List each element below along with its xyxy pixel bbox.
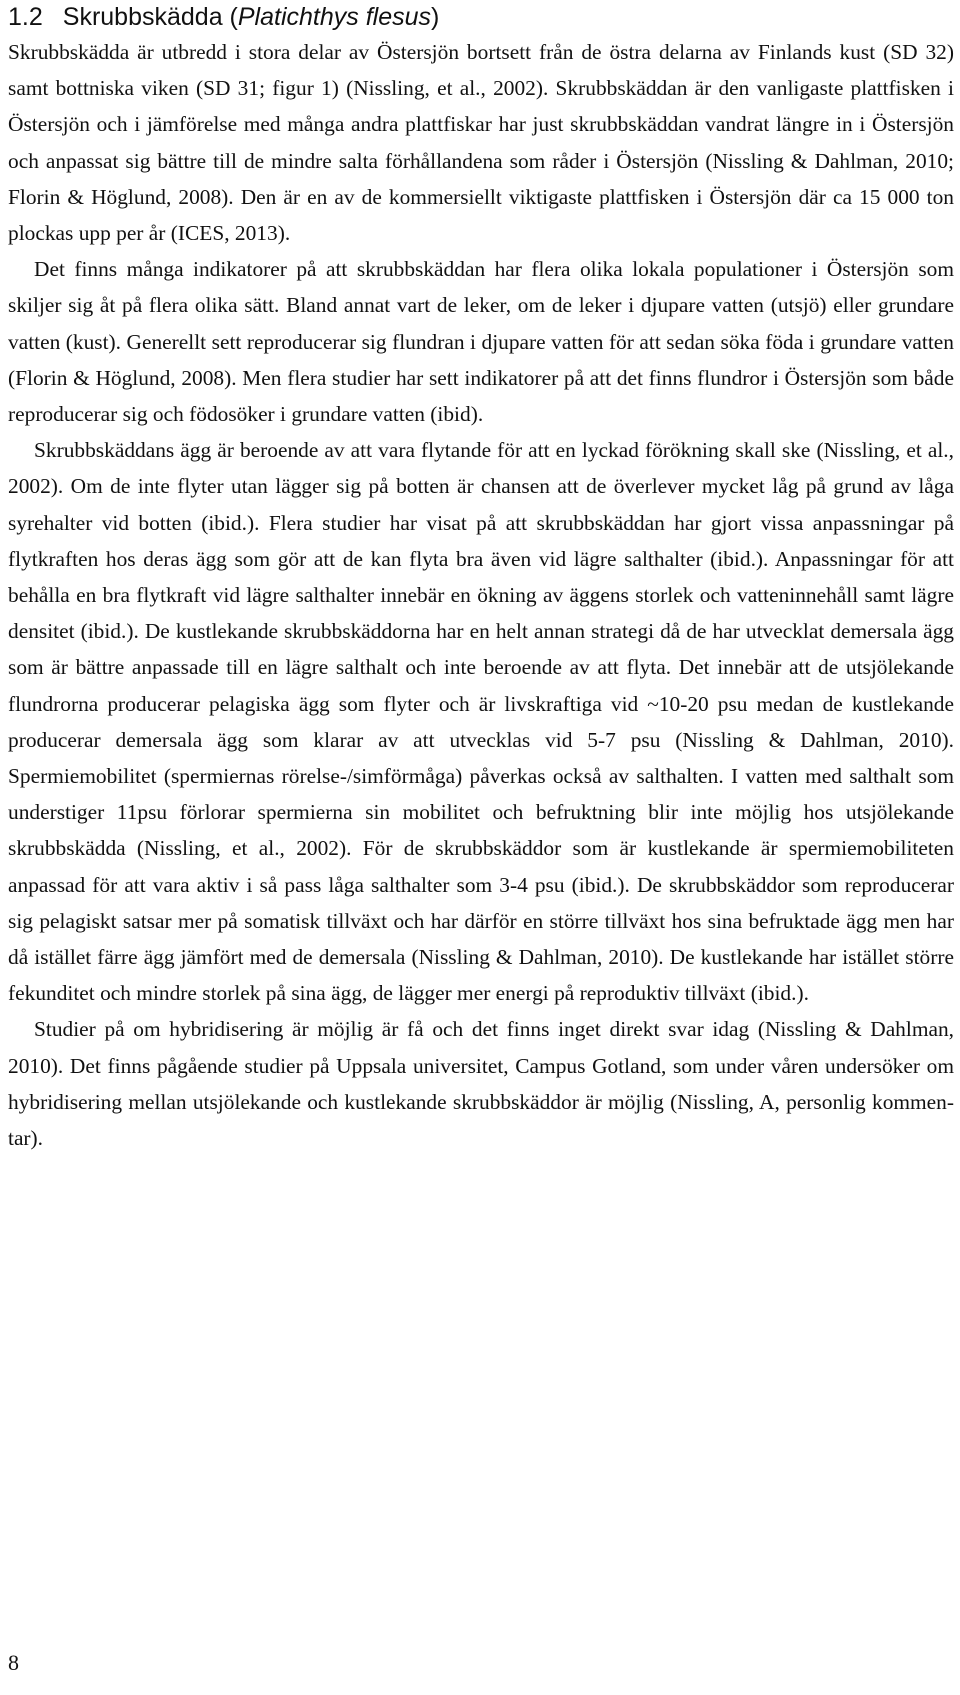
section-number: 1.2 bbox=[8, 3, 43, 31]
paragraph-hybridization: Studier på om hybridisering är möjlig är få och det finns inget direkt svar idag (Nissling & Dahlman, 2010). Det finns pågående studier på Uppsala universitet, Campus Gotland, som under våren undersöker om hybridisering mellan utsjölekande och kustlekande skrubbskäddor är möjlig (Nissling, A, personlig kommentar). bbox=[8, 1017, 954, 1151]
section-title: Skrubbskädda ( bbox=[62, 3, 238, 31]
section-title-end: ) bbox=[431, 3, 440, 31]
section-heading bbox=[8, 0, 439, 34]
paragraph-populations: Det finns många indikatorer på att skrubbskäddan har flera olika lokala populationer i Östersjön som skiljer sig åt på flera olika sätt. Bland annat vart de leker, om de leker i djupare vatten (utsjö) eller grundare vatten (kust). Generellt sett reproducerar sig flundran i djupare vatten för att sedan söka föda i grundare vatten (Florin & Höglund, 2008). Men flera studier har sett indikatorer på att det finns flundror i Östersjön som både reproducerar sig och födosöker i grundare vatten (ibid). bbox=[8, 257, 954, 427]
body-text bbox=[8, 34, 954, 1156]
page-number: 8 bbox=[8, 1650, 19, 1675]
paragraph-distribution: Skrubbskädda är utbredd i stora delar av Östersjön bortsett från de östra delarna av Finlands kust (SD 32) samt bottniska viken (SD 31; figur 1) (Nissling, et al., 2002). Skrubbskäddan är den vanligaste plattfisken i Östersjön och i jämförelse med många andra plattfiskar har just skrubbskäddan vandrat längre in i Östersjön och anpassat sig bättre till de mindre salta förhållandena som råder i Östersjön (Nissling & Dahlman, 2010; Florin & Höglund, 2008). Den är en av de kommersiellt viktigaste plattfisken i Östersjön där ca 15 000 ton plockas upp per år (ICES, 2013). bbox=[8, 40, 954, 246]
section-latin-name: Platichthys flesus bbox=[237, 3, 432, 31]
paragraph-eggs: Skrubbskäddans ägg är beroende av att vara flytande för att en lyckad förökning skall ske (Nissling, et al., 2002). Om de inte flyter utan lägger sig på botten är chansen att de överlever mycket låg på grund av låga syrehalter vid botten (ibid.). Flera studier har visat på att skrubbskäddan har gjort vissa anpassningar på flytkraften hos deras ägg som gör att de kan flyta bra även vid lägre salthalter (ibid.). Anpassningar för att behålla en bra flytkraft vid lägre salthalter innebär en ökning av äggens storlek och vatteninnehåll samt lägre densitet (ibid.). De kustlekande skrubbskäddorna har en helt annan strategi då de har utvecklat demersala ägg som är bättre anpassade till en lägre salthalt och inte beroende av att flyta. Det innebär att de utsjölekande flundrorna producerar pelagiska ägg som flyter och är livskraftiga vid ~10-20 psu medan de kustlekande producerar demersala ägg som klarar av att utvecklas vid 5-7 psu (Nissling & Dahlman, 2010). Spermiemobilitet (spermiernas rörelse-/simförmåga) påverkas också av salthalten. I vatten med salthalt som understiger 11psu förlorar spermierna sin mobilitet och befruktning blir inte möjlig hos utsjölekande skrubbskädda (Nissling, et al., 2002). För de skrubbskäddor som är kustlekande är spermiemobiliteten anpassad för att vara aktiv i så pass låga salthalter som 3-4 psu (ibid.). De skrubbskäddor som reproducerar sig pelagiskt satsar mer på somatisk tillväxt och har därför en större tillväxt hos sina befruktade ägg men har då istället färre ägg jämfört med de demersala (Nissling & Dahlman, 2010). De kustlekande har istället större fekunditet och mindre storlek på sina ägg, de lägger mer energi på reproduktiv tillväxt (ibid.). bbox=[8, 438, 954, 1006]
